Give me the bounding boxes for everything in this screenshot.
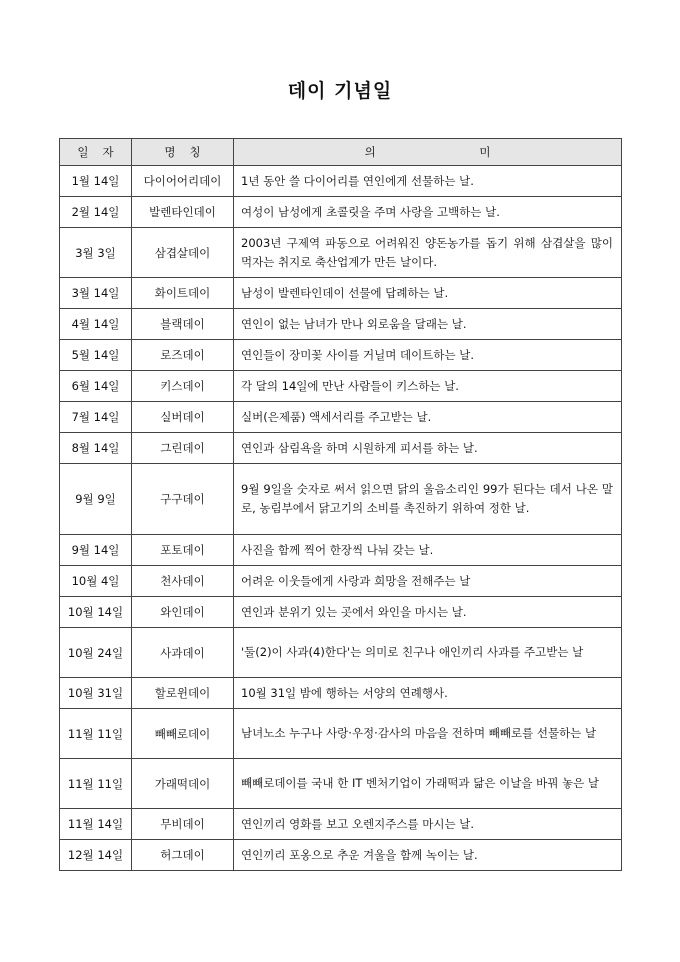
cell-date: 11월 11일 bbox=[60, 759, 132, 809]
cell-name: 할로윈데이 bbox=[132, 678, 234, 709]
cell-meaning: 남녀노소 누구나 사랑·우정·감사의 마음을 전하며 빼빼로를 선물하는 날 bbox=[234, 709, 622, 759]
column-header-meaning: 의 미 bbox=[234, 139, 622, 166]
cell-meaning: 빼빼로데이를 국내 한 IT 벤처기업이 가래떡과 닮은 이날을 바꿔 놓은 날 bbox=[234, 759, 622, 809]
cell-meaning: 연인끼리 포옹으로 추운 겨울을 함께 녹이는 날. bbox=[234, 840, 622, 871]
table-row bbox=[60, 535, 622, 566]
cell-meaning: 여성이 남성에게 초콜릿을 주며 사랑을 고백하는 날. bbox=[234, 197, 622, 228]
cell-name: 화이트데이 bbox=[132, 278, 234, 309]
cell-date: 9월 14일 bbox=[60, 535, 132, 566]
cell-meaning: 2003년 구제역 파동으로 어려워진 양돈농가를 돕기 위해 삼겹살을 많이 먹자는 취지로 축산업계가 만든 날이다. bbox=[234, 228, 622, 278]
cell-name: 실버데이 bbox=[132, 402, 234, 433]
table-row bbox=[60, 309, 622, 340]
table-row bbox=[60, 228, 622, 278]
table-row bbox=[60, 166, 622, 197]
cell-meaning: 연인들이 장미꽃 사이를 거닐며 데이트하는 날. bbox=[234, 340, 622, 371]
table-row bbox=[60, 566, 622, 597]
cell-date: 12월 14일 bbox=[60, 840, 132, 871]
column-header-name: 명칭 bbox=[132, 139, 234, 166]
cell-name: 구구데이 bbox=[132, 464, 234, 535]
cell-meaning: 1년 동안 쓸 다이어리를 연인에게 선물하는 날. bbox=[234, 166, 622, 197]
cell-date: 10월 4일 bbox=[60, 566, 132, 597]
cell-name: 키스데이 bbox=[132, 371, 234, 402]
cell-date: 4월 14일 bbox=[60, 309, 132, 340]
table-row bbox=[60, 278, 622, 309]
table-row bbox=[60, 371, 622, 402]
cell-name: 무비데이 bbox=[132, 809, 234, 840]
cell-date: 11월 14일 bbox=[60, 809, 132, 840]
cell-date: 8월 14일 bbox=[60, 433, 132, 464]
cell-name: 허그데이 bbox=[132, 840, 234, 871]
cell-date: 10월 31일 bbox=[60, 678, 132, 709]
cell-date: 6월 14일 bbox=[60, 371, 132, 402]
cell-name: 다이어어리데이 bbox=[132, 166, 234, 197]
cell-date: 10월 24일 bbox=[60, 628, 132, 678]
cell-name: 사과데이 bbox=[132, 628, 234, 678]
cell-meaning: 연인끼리 영화를 보고 오렌지주스를 마시는 날. bbox=[234, 809, 622, 840]
cell-name: 천사데이 bbox=[132, 566, 234, 597]
cell-meaning: 연인과 분위기 있는 곳에서 와인을 마시는 날. bbox=[234, 597, 622, 628]
table-row bbox=[60, 464, 622, 535]
cell-date: 1월 14일 bbox=[60, 166, 132, 197]
cell-date: 3월 3일 bbox=[60, 228, 132, 278]
cell-meaning: 10월 31일 밤에 행하는 서양의 연례행사. bbox=[234, 678, 622, 709]
cell-name: 가래떡데이 bbox=[132, 759, 234, 809]
table-row bbox=[60, 597, 622, 628]
cell-meaning: 어려운 이웃들에게 사랑과 희망을 전해주는 날 bbox=[234, 566, 622, 597]
cell-name: 발렌타인데이 bbox=[132, 197, 234, 228]
cell-date: 5월 14일 bbox=[60, 340, 132, 371]
cell-date: 10월 14일 bbox=[60, 597, 132, 628]
column-header-date: 일자 bbox=[60, 139, 132, 166]
cell-meaning: 실버(은제품) 액세서리를 주고받는 날. bbox=[234, 402, 622, 433]
table-header-row bbox=[60, 139, 622, 166]
cell-meaning: 사진을 함께 찍어 한장씩 나눠 갖는 날. bbox=[234, 535, 622, 566]
table-row bbox=[60, 628, 622, 678]
page-title: 데이 기념일 bbox=[287, 80, 393, 102]
cell-name: 삼겹살데이 bbox=[132, 228, 234, 278]
cell-meaning: 연인이 없는 남녀가 만나 외로움을 달래는 날. bbox=[234, 309, 622, 340]
cell-meaning: 각 달의 14일에 만난 사람들이 키스하는 날. bbox=[234, 371, 622, 402]
cell-name: 빼빼로데이 bbox=[132, 709, 234, 759]
cell-name: 그린데이 bbox=[132, 433, 234, 464]
cell-name: 와인데이 bbox=[132, 597, 234, 628]
table-row bbox=[60, 402, 622, 433]
cell-meaning: 9월 9일을 숫자로 써서 읽으면 닭의 울음소리인 99가 된다는 데서 나온 말로, 농림부에서 닭고기의 소비를 촉진하기 위하여 정한 날. bbox=[234, 464, 622, 535]
table-row bbox=[60, 197, 622, 228]
table-row bbox=[60, 433, 622, 464]
cell-date: 9월 9일 bbox=[60, 464, 132, 535]
cell-name: 로즈데이 bbox=[132, 340, 234, 371]
table-row bbox=[60, 809, 622, 840]
table-row bbox=[60, 759, 622, 809]
table-row bbox=[60, 840, 622, 871]
cell-meaning: 연인과 삼림욕을 하며 시원하게 피서를 하는 날. bbox=[234, 433, 622, 464]
day-anniversary-table bbox=[59, 138, 622, 871]
cell-date: 7월 14일 bbox=[60, 402, 132, 433]
table-row bbox=[60, 678, 622, 709]
cell-date: 3월 14일 bbox=[60, 278, 132, 309]
table-row bbox=[60, 709, 622, 759]
cell-date: 2월 14일 bbox=[60, 197, 132, 228]
cell-meaning: 남성이 발렌타인데이 선물에 답례하는 날. bbox=[234, 278, 622, 309]
cell-date: 11월 11일 bbox=[60, 709, 132, 759]
cell-meaning: '둘(2)이 사과(4)한다'는 의미로 친구나 애인끼리 사과를 주고받는 날 bbox=[234, 628, 622, 678]
cell-name: 포토데이 bbox=[132, 535, 234, 566]
table-row bbox=[60, 340, 622, 371]
cell-name: 블랙데이 bbox=[132, 309, 234, 340]
